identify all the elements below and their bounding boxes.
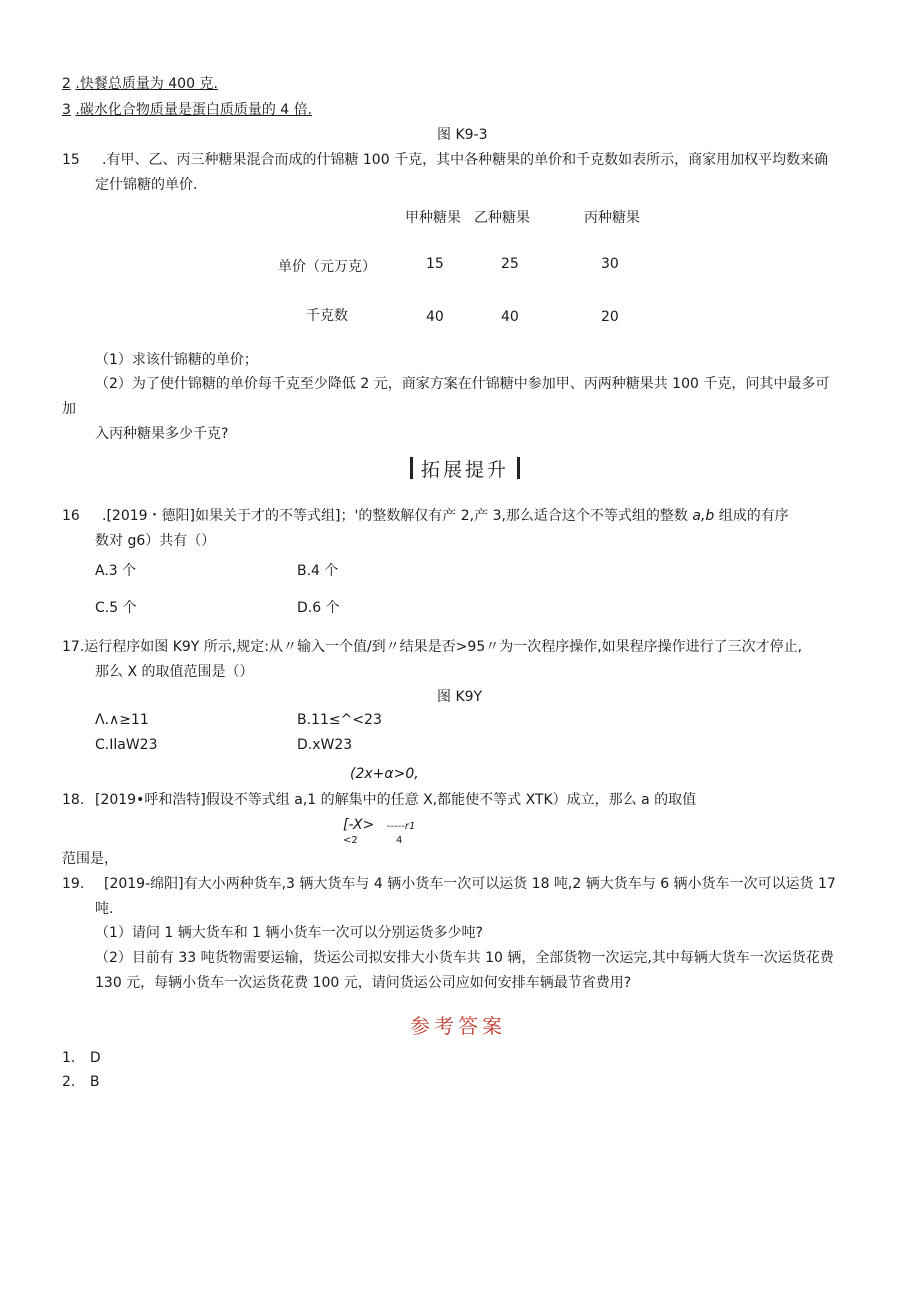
q17-option-c: C.IlaW23 xyxy=(95,737,158,753)
item-3 xyxy=(62,102,312,119)
q18-formula-top: (2x+α>0, xyxy=(350,766,419,782)
answer-number: 1. xyxy=(62,1050,76,1066)
q16-option-d: D.6 个 xyxy=(297,600,340,616)
q16-line1-tail: 组成的有序 xyxy=(718,508,789,524)
q19-sub2-cont: 130 元，每辆小货车一次运货花费 100 元，请问货运公司应如何安排车辆最节省费用? xyxy=(95,975,632,991)
item-2 xyxy=(62,76,218,93)
answer-value: D xyxy=(89,1050,101,1066)
answers-title: 参考答案 xyxy=(410,1014,506,1038)
answer-item xyxy=(62,1050,101,1067)
q17-option-d: D.xW23 xyxy=(297,737,353,753)
q16-line1 xyxy=(102,508,789,525)
q19-sub2: （2）目前有 33 吨货物需要运输，货运公司拟安排大小货车共 10 辆，全部货物一次运完,其中每辆大货车一次运货花费 xyxy=(95,950,834,966)
item-text: .快餐总质量为 400 克. xyxy=(75,76,218,92)
q15-sub2-cont2: 入丙种糖果多少千克? xyxy=(95,426,229,442)
section-title-text: 拓展提升 xyxy=(421,458,510,481)
q16-number: 16 xyxy=(62,508,80,524)
q15-sub2-cont1: 加 xyxy=(62,401,76,417)
section-title xyxy=(410,455,520,481)
q18-number: 18. xyxy=(62,792,85,808)
q19-line1-cont: 吨. xyxy=(95,901,114,917)
table-row-label: 千克数 xyxy=(306,308,348,324)
q15-number: 15 xyxy=(62,152,80,168)
q17-line2: 那么 X 的取值范围是（） xyxy=(95,664,254,680)
q16-option-b: B.4 个 xyxy=(297,563,339,579)
answer-item xyxy=(62,1074,99,1091)
q16-option-c: C.5 个 xyxy=(95,600,137,616)
q19-line1: [2019-绵阳]有大小两种货车,3 辆大货车与 4 辆小货车一次可以运货 18 吨,2 辆大货车与 6 辆小货车一次可以运货 17 xyxy=(104,876,836,892)
item-number: 3 xyxy=(62,102,71,118)
table-cell: 30 xyxy=(601,256,619,272)
table-cell: 15 xyxy=(426,256,444,272)
q17-option-b: B.11≤^<23 xyxy=(297,712,382,728)
title-bar-left xyxy=(410,457,413,479)
figure-caption-k9-3: 图 K9-3 xyxy=(437,127,488,143)
answer-value: B xyxy=(89,1074,100,1090)
item-text: .碳水化合物质量是蛋白质质量的 4 倍. xyxy=(75,102,313,118)
q18-formula-bottom xyxy=(343,817,415,834)
q18-formula-bottom-tail: -----r1 xyxy=(386,821,416,832)
table-cell: 20 xyxy=(601,309,619,325)
q18-sub-right: 4 xyxy=(396,835,403,846)
table-header: 丙种糖果 xyxy=(584,210,640,226)
table-cell: 40 xyxy=(501,309,519,325)
q19-number: 19. xyxy=(62,876,85,892)
q19-sub1: （1）请问 1 辆大货车和 1 辆小货车一次可以分别运货多少吨? xyxy=(95,925,483,941)
title-bar-right xyxy=(517,457,520,479)
table-header: 甲种糖果 xyxy=(405,210,461,226)
q18-sub-left: <2 xyxy=(343,835,358,846)
q15-line2: 定什锦糖的单价. xyxy=(95,177,198,193)
q15-sub1: （1）求该什锦糖的单价； xyxy=(95,352,258,368)
q15-sub2: （2）为了使什锦糖的单价每千克至少降低 2 元，商家方案在什锦糖中参加甲、丙两种糖果共 100 千克，问其中最多可 xyxy=(95,376,830,392)
table-cell: 40 xyxy=(426,309,444,325)
item-number: 2 xyxy=(62,76,71,92)
figure-caption-k9y: 图 K9Y xyxy=(437,689,483,705)
table-row-label: 单价（元万克） xyxy=(278,259,376,275)
q16-line1-text: .[2019・德阳]如果关于才的不等式组]；'的整数解仅有产 2,产 3,那么适合这个不等式组的整数 xyxy=(102,508,688,524)
q18-line: [2019•呼和浩特]假设不等式组 a,1 的解集中的任意 X,都能使不等式 XTK）成立，那么 a 的取值 xyxy=(95,792,697,808)
answer-number: 2. xyxy=(62,1074,76,1090)
q17-line1: 17.运行程序如图 K9Y 所示,规定:从〃输入一个值/到〃结果是否>95〃为一次程序操作,如果程序操作进行了三次才停止, xyxy=(62,639,803,655)
q18-formula-bottom-text: [-X> xyxy=(343,817,375,833)
q16-vars: a,b xyxy=(692,508,715,524)
q15-line1: .有甲、乙、丙三种糖果混合而成的什锦糖 100 千克，其中各种糖果的单价和千克数如表所示，商家用加权平均数来确 xyxy=(102,152,829,168)
q16-line2: 数对 g6）共有（） xyxy=(95,533,216,549)
q16-option-a: A.3 个 xyxy=(95,563,137,579)
q17-option-a: Λ.∧≥11 xyxy=(95,712,149,728)
q18-line2: 范围是， xyxy=(62,851,118,867)
table-header: 乙种糖果 xyxy=(474,210,530,226)
table-cell: 25 xyxy=(501,256,519,272)
